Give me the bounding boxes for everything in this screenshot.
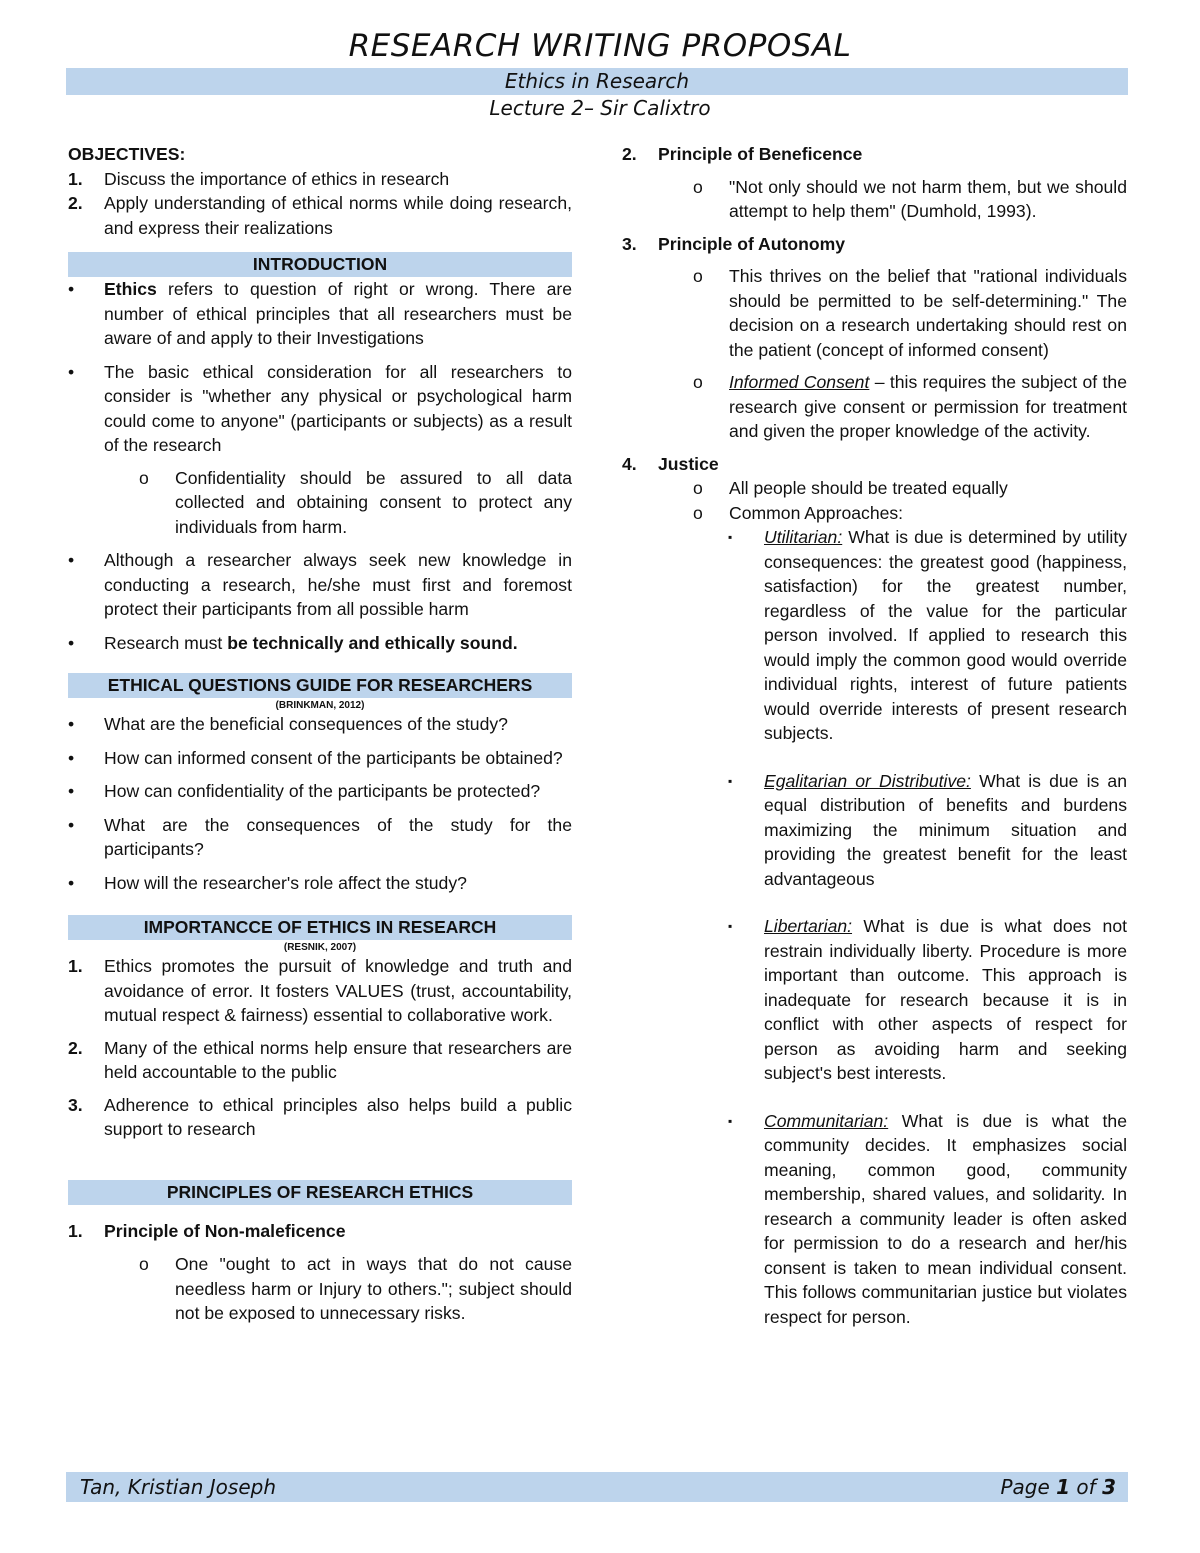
approach-item: ▪ Utilitarian: What is due is determined by utility consequences: the greatest good (happiness, satisfaction) for the greatest number, regardless of the value for the particular person involved. If applied to research this would imply the common good would override individual rights, interest of future patients would override interests of present research subjects. <box>728 527 1127 743</box>
intro-sub-item: o Confidentiality should be assured to all data collected and obtaining consent to protect any individuals from harm. <box>139 467 572 537</box>
question-item: • How will the researcher's role affect the study? <box>68 872 467 893</box>
question-item: • How can confidentiality of the participants be protected? <box>68 781 541 801</box>
intro-bullet: • Research must be technically and ethically sound. <box>68 632 518 653</box>
importance-citation: (RESNIK, 2007) <box>283 942 357 953</box>
principle-sub-item: o This thrives on the belief that "rational individuals should be permitted to be self-determining." The decision on a research undertaking should rest on the patient (concept of informed consent) <box>693 266 1127 360</box>
importance-heading: IMPORTANCCE OF ETHICS IN RESEARCH <box>68 915 572 940</box>
approach-item: ▪ Communitarian: What is due is what the community decides. It emphasizes social meaning, common good, community membership, shared values, and solidarity. In research a community leader is often asked for permission to do a research and her/his consent is taken to mean individual consent. This follows communitarian justice but violates respect for person. <box>728 1110 1127 1327</box>
intro-bullet: • Although a researcher always seek new knowledge in conducting a research, he/she must first and foremost protect their participants from all possible harm <box>68 550 572 619</box>
objectives-heading: OBJECTIVES: <box>68 144 186 164</box>
informed-consent-term: Informed Consent <box>729 372 870 392</box>
principle-sub-item: o All people should be treated equally <box>693 478 1008 498</box>
intro-bullet: • Ethics refers to question of right or wrong. There are number of ethical principles that all researchers must be aware of and apply to their Investigations <box>68 279 572 348</box>
lecture-label: Lecture 2– Sir Calixtro <box>489 96 711 120</box>
right-column <box>622 140 1127 1329</box>
intro-bullet: • The basic ethical consideration for all researchers to consider is "whether any physical or psychological harm could come to anyone" (participants or subjects) as a result of the research <box>68 361 572 455</box>
principle-sub-item: o One "ought to act in ways that do not cause needless harm or Injury to others."; subject should not be exposed to unnecessary risks. <box>139 1254 572 1323</box>
question-item: • What are the consequences of the study for the participants? <box>68 814 572 859</box>
question-item: • What are the beneficial consequences of the study? <box>68 714 508 734</box>
page-number: Page 1 of 3 <box>1000 1475 1116 1499</box>
approach-item: ▪ Egalitarian or Distributive: What is due is an equal distribution of benefits and burdens maximizing the minimum situation and providing the greatest benefit for the least advantageous <box>728 770 1127 889</box>
ethics-term: Ethics <box>104 279 157 299</box>
principle-title: 3. Principle of Autonomy <box>622 233 846 254</box>
objective-item: 2. Apply understanding of ethical norms while doing research, and express their realizations <box>68 193 572 238</box>
question-item: • How can informed consent of the participants be obtained? <box>68 747 563 768</box>
introduction-heading: INTRODUCTION <box>68 252 572 277</box>
page-footer <box>66 1472 1128 1502</box>
principle-sub-item: o Common Approaches: <box>693 502 904 523</box>
document-title: RESEARCH WRITING PROPOSAL <box>348 28 852 64</box>
questions-heading: ETHICAL QUESTIONS GUIDE FOR RESEARCHERS <box>68 673 572 698</box>
questions-citation: (BRINKMAN, 2012) <box>275 700 365 711</box>
author-name: Tan, Kristian Joseph <box>80 1475 276 1499</box>
principle-title: 4. Justice <box>622 453 719 474</box>
approach-item: ▪ Libertarian: What is due is what does not restrain individually liberty. Procedure is more important than outcome. This approach is inadequate for research because it is in conflict with other aspects of respect for person as avoiding harm and seeking subject's best interests. <box>728 916 1127 1083</box>
principle-title: 1. Principle of Non-maleficence <box>68 1220 346 1241</box>
importance-item: 1. Ethics promotes the pursuit of knowledge and truth and avoidance of error. It fosters VALUES (trust, accountability, mutual respect & fairness) essential to collaborative work. <box>68 956 572 1025</box>
principle-sub-item: o Informed Consent – this requires the subject of the research give consent or permission for treatment and given the proper knowledge of the activity. <box>693 372 1127 441</box>
importance-item: 3. Adherence to ethical principles also helps build a public support to research <box>68 1094 572 1139</box>
principle-title: 2. Principle of Beneficence <box>622 144 863 164</box>
objective-item: 1. Discuss the importance of ethics in research <box>68 168 450 189</box>
principle-sub-item: o "Not only should we not harm them, but we should attempt to help them" (Dumhold, 1993). <box>693 176 1127 221</box>
document-subtitle: Ethics in Research <box>66 68 1128 95</box>
importance-item: 2. Many of the ethical norms help ensure that researchers are held accountable to the public <box>68 1037 572 1082</box>
left-column <box>68 140 572 1326</box>
principles-heading: PRINCIPLES OF RESEARCH ETHICS <box>68 1180 572 1205</box>
